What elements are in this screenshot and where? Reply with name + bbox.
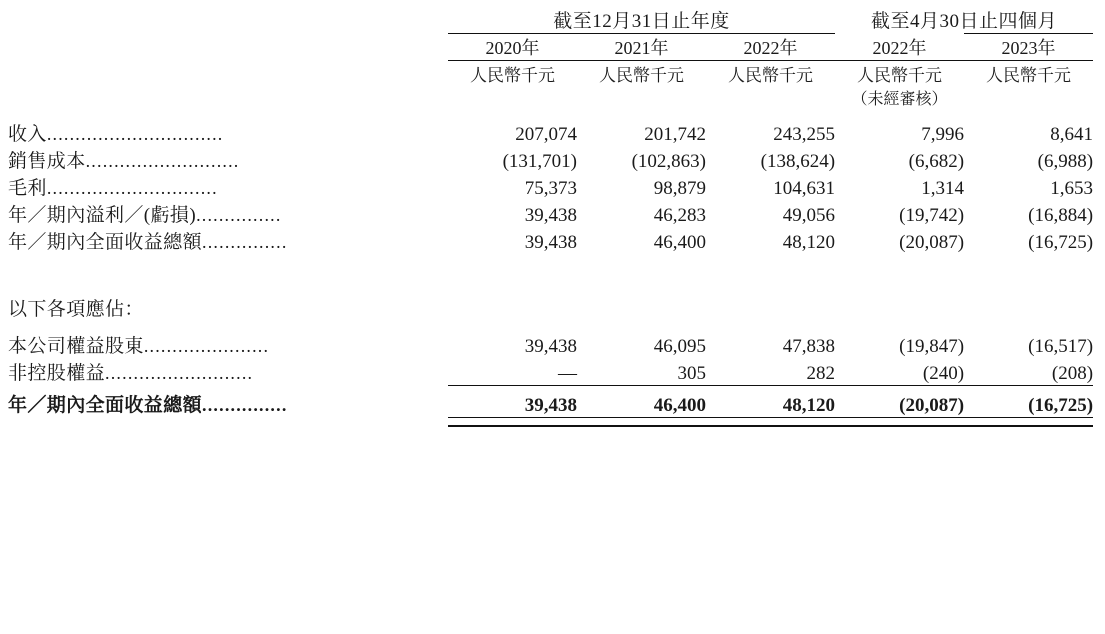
table-row-total-comprehensive-income <box>8 227 1093 254</box>
header-group-row <box>8 6 1093 33</box>
double-rule-2020 <box>448 417 577 426</box>
header-unit-2022-annual: 人民幣千元 <box>728 66 814 85</box>
header-note-blank-4 <box>964 86 1093 109</box>
row-label-text: 年／期內全面收益總額 <box>8 395 203 416</box>
header-year-2022-annual: 2022年 <box>743 38 798 58</box>
cell-revenue-2023-interim: 8,641 <box>1050 124 1094 145</box>
cell-tci-2022-interim: (20,087) <box>899 232 965 253</box>
double-rule-spacer <box>8 417 448 426</box>
cell-nci-2023-interim: (208) <box>1051 362 1094 384</box>
row-label-gross-profit <box>8 173 448 200</box>
header-year-2023-interim: 2023年 <box>1001 38 1056 58</box>
cell-equity-2022-interim: (19,847) <box>899 336 965 357</box>
table-row-grand-total <box>8 385 1093 417</box>
cell-nci-2022-interim: (240) <box>922 362 965 384</box>
row-label-non-controlling <box>8 358 448 385</box>
row-label-text: 毛利 <box>8 178 47 199</box>
double-rule-2022-interim <box>835 417 964 426</box>
header-corner-cell <box>8 6 448 33</box>
header-group-annual: 截至12月31日止年度 <box>553 11 730 32</box>
financial-table <box>8 6 1093 427</box>
table-row-profit-loss <box>8 200 1093 227</box>
cell-grand-total-2022: 48,120 <box>706 385 835 417</box>
cell-grand-total-2021: 46,400 <box>577 385 706 417</box>
spacer-row-2 <box>8 254 1093 294</box>
row-label-text: 收入 <box>8 124 47 145</box>
cell-equity-2023-interim: (16,517) <box>1028 336 1094 357</box>
cell-cost-2021: (102,863) <box>631 151 706 172</box>
section-blank-3 <box>706 294 835 321</box>
cell-grand-total-2023-interim: (16,725) <box>964 385 1093 417</box>
cell-tci-2023-interim: (16,725) <box>1028 232 1094 253</box>
grand-total-double-rule-row <box>8 417 1093 426</box>
row-label-grand-total <box>8 385 448 417</box>
cell-gross-2022-interim: 1,314 <box>921 178 965 199</box>
double-rule-2022 <box>706 417 835 426</box>
cell-profit-2022: 49,056 <box>782 205 836 226</box>
double-rule-2021 <box>577 417 706 426</box>
leader-dots: .............................. <box>46 178 218 198</box>
cell-profit-2020: 39,438 <box>524 205 577 226</box>
header-unit-row <box>8 61 1093 87</box>
cell-nci-2020: — <box>558 362 577 384</box>
cell-nci-2022: 282 <box>806 362 836 384</box>
header-note-corner <box>8 86 448 109</box>
leader-dots: ...................... <box>143 336 270 356</box>
header-unit-2022-interim: 人民幣千元 <box>857 66 943 85</box>
double-rule-2023-interim <box>964 417 1093 426</box>
header-note-blank-2 <box>577 86 706 109</box>
cell-cost-2020: (131,701) <box>502 151 577 172</box>
section-blank-4 <box>835 294 964 321</box>
spacer-cell-1 <box>8 109 1093 119</box>
row-label-revenue <box>8 119 448 146</box>
cell-nci-2021: 305 <box>677 362 706 384</box>
row-label-equity-shareholders <box>8 331 448 358</box>
cell-cost-2022-interim: (6,682) <box>908 151 965 172</box>
header-unit-note-row <box>8 86 1093 109</box>
leader-dots: ............................... <box>46 124 224 144</box>
header-year-2021: 2021年 <box>614 38 669 58</box>
cell-grand-total-2020: 39,438 <box>448 385 577 417</box>
header-unit-2021: 人民幣千元 <box>599 66 684 85</box>
spacer-row-3 <box>8 321 1093 331</box>
cell-cost-2023-interim: (6,988) <box>1037 151 1094 172</box>
row-label-text: 年／期內溢利／(虧損) <box>8 205 197 226</box>
table-row-equity-shareholders <box>8 331 1093 358</box>
cell-gross-2020: 75,373 <box>524 178 577 199</box>
cell-profit-2023-interim: (16,884) <box>1028 205 1094 226</box>
cell-revenue-2022: 243,255 <box>773 124 836 145</box>
cell-profit-2022-interim: (19,742) <box>899 205 965 226</box>
row-label-profit-loss <box>8 200 448 227</box>
header-unit-note-unaudited: （未經審核） <box>851 91 948 108</box>
section-label-attributable-to: 以下各項應佔： <box>8 299 144 320</box>
leader-dots: ............... <box>196 205 282 225</box>
section-blank-2 <box>577 294 706 321</box>
table-row-revenue <box>8 119 1093 146</box>
spacer-cell-2 <box>8 254 1093 294</box>
header-note-blank-3 <box>706 86 835 109</box>
header-unit-corner <box>8 61 448 87</box>
cell-revenue-2021: 201,742 <box>644 124 706 145</box>
cell-equity-2022: 47,838 <box>782 336 836 357</box>
header-unit-2023-interim: 人民幣千元 <box>986 66 1072 85</box>
cell-gross-2022: 104,631 <box>773 178 836 199</box>
cell-tci-2021: 46,400 <box>653 232 706 253</box>
header-year-corner <box>8 34 448 61</box>
row-label-text: 銷售成本 <box>8 151 86 172</box>
spacer-row-1 <box>8 109 1093 119</box>
cell-grand-total-2022-interim: (20,087) <box>835 385 964 417</box>
row-label-text: 本公司權益股東 <box>8 336 144 357</box>
table-row-cost-of-sales <box>8 146 1093 173</box>
row-label-text: 年／期內全面收益總額 <box>8 232 203 253</box>
cell-gross-2023-interim: 1,653 <box>1050 178 1094 199</box>
cell-cost-2022: (138,624) <box>760 151 836 172</box>
table-row-non-controlling <box>8 358 1093 385</box>
cell-profit-2021: 46,283 <box>653 205 706 226</box>
table-row-gross-profit <box>8 173 1093 200</box>
leader-dots: ............... <box>202 232 288 252</box>
header-year-2020: 2020年 <box>485 38 540 58</box>
spacer-cell-3 <box>8 321 1093 331</box>
header-year-2022-interim: 2022年 <box>872 38 927 58</box>
cell-gross-2021: 98,879 <box>653 178 706 199</box>
cell-tci-2020: 39,438 <box>524 232 577 253</box>
row-label-cost-of-sales <box>8 146 448 173</box>
row-label-text: 非控股權益 <box>8 363 106 384</box>
financial-summary-page <box>0 6 1105 634</box>
section-blank-5 <box>964 294 1093 321</box>
cell-tci-2022: 48,120 <box>782 232 836 253</box>
section-heading-row <box>8 294 1093 321</box>
cell-revenue-2022-interim: 7,996 <box>921 124 965 145</box>
leader-dots: .......................... <box>105 363 254 383</box>
cell-revenue-2020: 207,074 <box>515 124 577 145</box>
header-note-blank-1 <box>448 86 577 109</box>
header-year-row <box>8 34 1093 61</box>
leader-dots: ............... <box>202 395 288 415</box>
header-unit-2020: 人民幣千元 <box>470 66 555 85</box>
section-blank-1 <box>448 294 577 321</box>
row-label-total-comprehensive-income <box>8 227 448 254</box>
cell-equity-2020: 39,438 <box>524 336 577 357</box>
header-group-interim: 截至4月30日止四個月 <box>871 11 1058 32</box>
cell-equity-2021: 46,095 <box>653 336 706 357</box>
leader-dots: ........................... <box>85 151 240 171</box>
